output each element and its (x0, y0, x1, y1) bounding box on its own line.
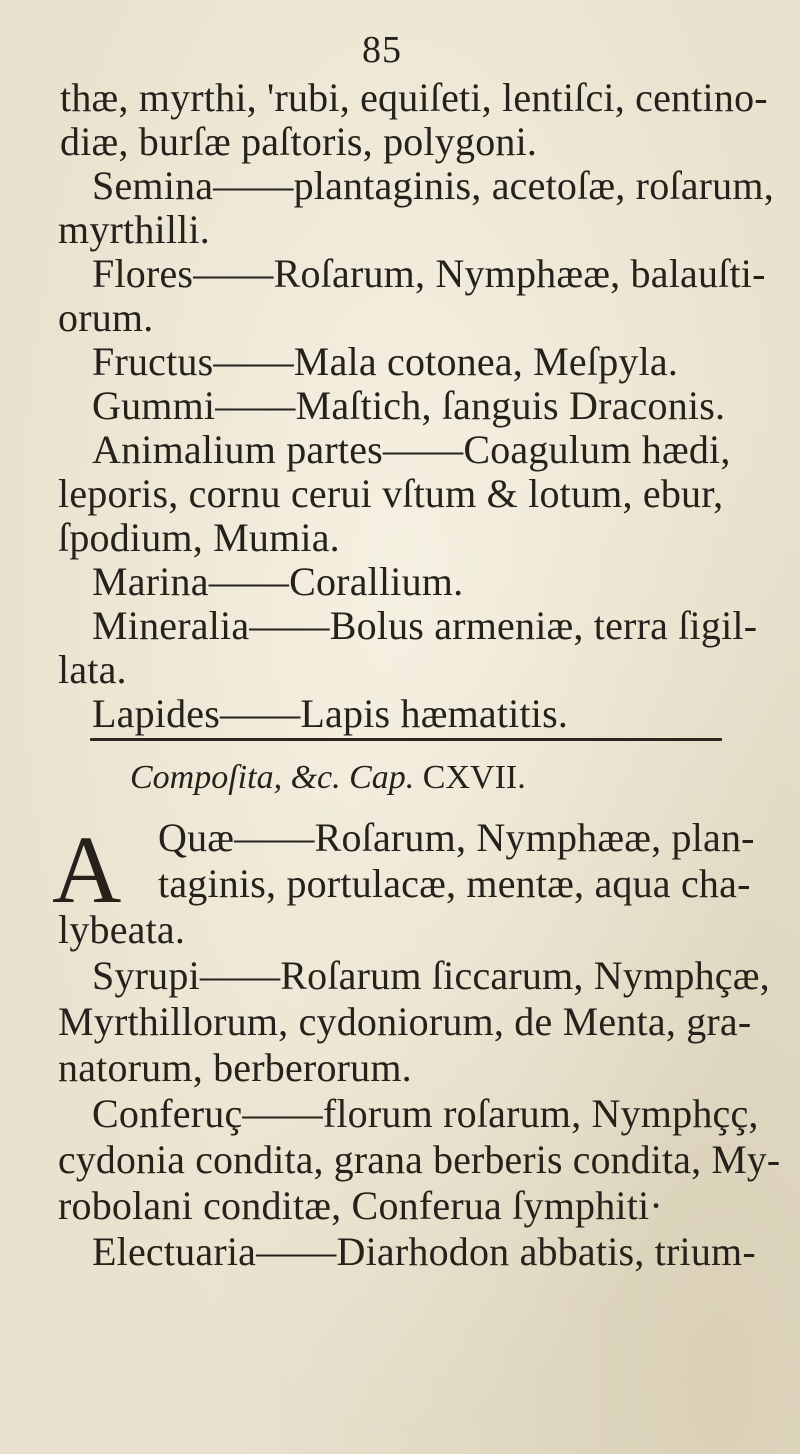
section-heading-title: Compoſita, &c. Cap. (130, 759, 415, 796)
text-line-23: cydonia condita, grana berberis condita, My- (58, 1137, 781, 1182)
text-line-13: Mineralia——Bolus armeniæ, terra ſigil- (92, 603, 758, 648)
text-line-17: taginis, portulacæ, mentæ, aqua cha- (158, 861, 751, 906)
section-heading (130, 758, 526, 798)
text-line-7: Fructus——Mala cotonea, Meſpyla. (92, 339, 679, 384)
text-line-2: diæ, burſæ paſtoris, polygoni. (60, 119, 538, 164)
text-line-1: thæ, myrthi, 'rubi, equiſeti, lentiſci, centino- (60, 75, 768, 120)
text-line-14: lata. (58, 647, 127, 692)
text-line-19: Syrupi——Roſarum ſiccarum, Nymphçæ, (92, 953, 770, 998)
drop-cap: A (52, 816, 122, 923)
text-line-5: Flores——Roſarum, Nymphææ, balauſti- (92, 251, 766, 296)
text-line-25: Electuaria——Diarhodon abbatis, trium- (92, 1229, 756, 1274)
text-line-22: Conferuç——florum roſarum, Nymphçç, (92, 1091, 759, 1136)
text-line-6: orum. (58, 295, 154, 340)
text-line-16: Quæ——Roſarum, Nymphææ, plan- (158, 815, 755, 860)
section-heading-numeral: CXVII. (422, 759, 526, 796)
page-number: 85 (362, 29, 402, 71)
text-line-4: myrthilli. (58, 207, 210, 252)
text-line-11: ſpodium, Mumia. (58, 515, 340, 560)
text-line-21: natorum, berberorum. (58, 1045, 412, 1090)
text-line-15: Lapides——Lapis hæmatitis. (92, 691, 569, 736)
text-line-9: Animalium partes——Coagulum hædi, (92, 427, 731, 472)
text-line-12: Marina——Corallium. (92, 559, 464, 604)
text-line-18: lybeata. (58, 907, 186, 952)
text-line-8: Gummi——Maſtich, ſanguis Draconis. (92, 383, 726, 428)
text-line-20: Myrthillorum, cydoniorum, de Menta, gra- (58, 999, 752, 1044)
text-line-24: robolani conditæ, Conferua ſymphiti· (58, 1183, 663, 1228)
text-line-3: Semina——plantaginis, acetoſæ, roſarum, (92, 163, 774, 208)
text-line-10: leporis, cornu cerui vſtum & lotum, ebur, (58, 471, 724, 516)
section-rule (90, 738, 722, 741)
